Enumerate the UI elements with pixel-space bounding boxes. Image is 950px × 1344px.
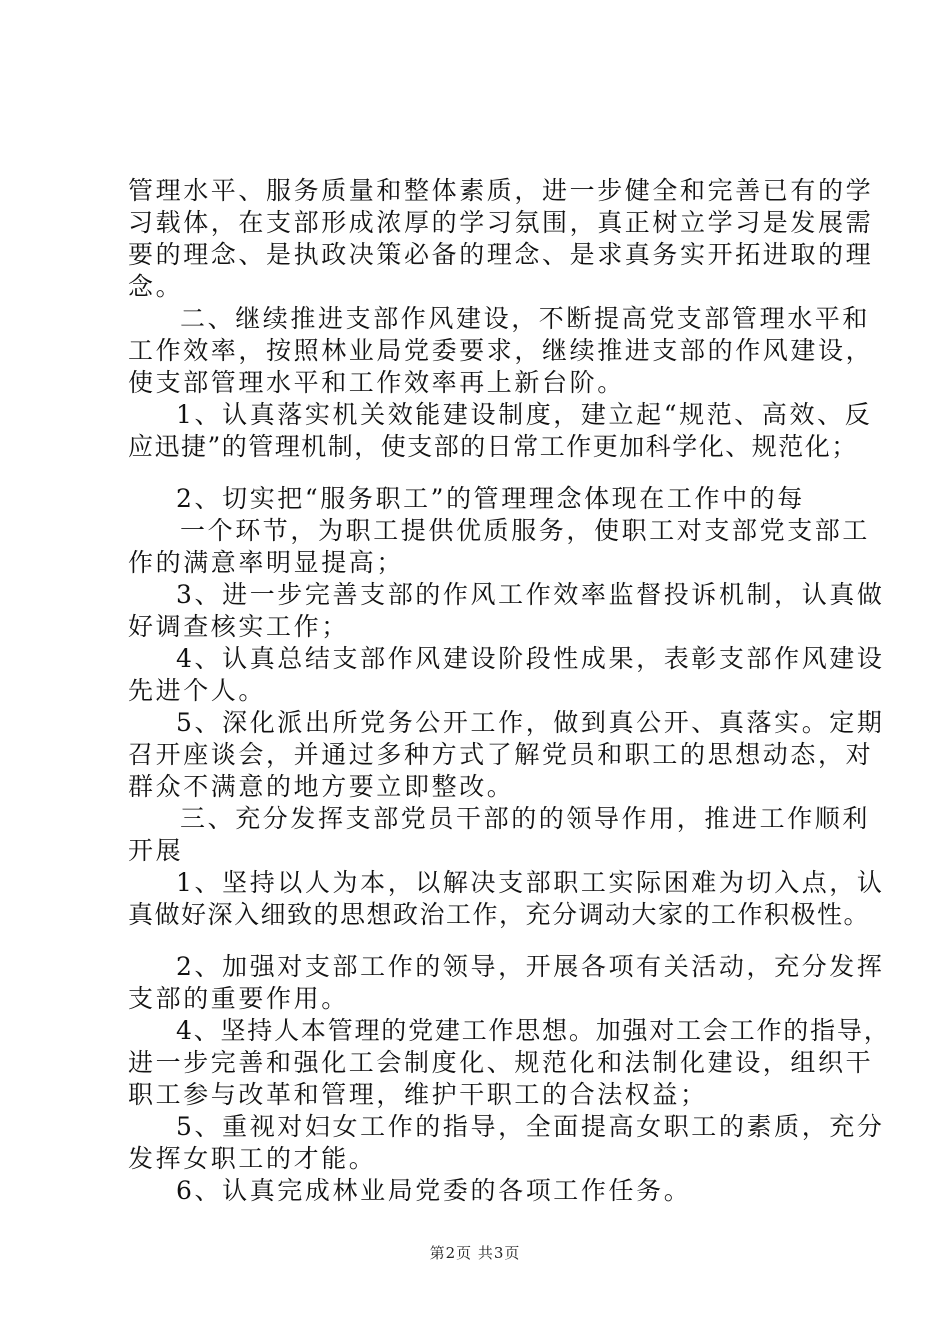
list-item: 1、坚持以人为本，以解决支部职工实际困难为切入点，认 — [176, 868, 885, 897]
list-item: 6、认真完成林业局党委的各项工作任务。 — [176, 1176, 692, 1205]
text-line: 先进个人。 — [128, 676, 267, 705]
section-heading: 三、充分发挥支部党员干部的的领导作用，推进工作顺利 — [180, 804, 871, 833]
text-line: 开展 — [128, 836, 184, 865]
page-number: 第2页 共3页 — [429, 1244, 521, 1262]
text-line: 进一步完善和强化工会制度化、规范化和法制化建设，组织干 — [128, 1048, 874, 1077]
text-line: 职工参与改革和管理，维护干职工的合法权益； — [128, 1080, 708, 1109]
text-line: 要的理念、是执政决策必备的理念、是求真务实开拓进取的理 — [128, 240, 874, 269]
text-line: 支部的重要作用。 — [128, 984, 349, 1013]
list-item: 4、认真总结支部作风建设阶段性成果，表彰支部作风建设 — [176, 644, 885, 673]
list-item: 5、深化派出所党务公开工作，做到真公开、真落实。定期 — [176, 708, 885, 737]
text-line: 管理水平、服务质量和整体素质，进一步健全和完善已有的学 — [128, 176, 874, 205]
text-line: 发挥女职工的才能。 — [128, 1144, 377, 1173]
text-line: 真做好深入细致的思想政治工作，充分调动大家的工作积极性。 — [128, 900, 871, 929]
text-line: 使支部管理水平和工作效率再上新台阶。 — [128, 368, 625, 397]
list-item: 5、重视对妇女工作的指导，全面提高女职工的素质，充分 — [176, 1112, 885, 1141]
text-line: 作的满意率明显提高； — [128, 548, 405, 577]
text-line: 念。 — [128, 272, 184, 301]
text-line: 工作效率，按照林业局党委要求，继续推进支部的作风建设， — [128, 336, 874, 365]
list-item: 2、切实把“服务职工”的管理理念体现在工作中的每 — [176, 484, 805, 513]
text-line: 应迅捷”的管理机制，使支部的日常工作更加科学化、规范化； — [128, 432, 858, 461]
text-line: 好调查核实工作； — [128, 612, 349, 641]
list-item: 2、加强对支部工作的领导，开展各项有关活动，充分发挥 — [176, 952, 885, 981]
text-line: 一个环节，为职工提供优质服务，使职工对支部党支部工 — [180, 516, 871, 545]
list-item: 4、坚持人本管理的党建工作思想。加强对工会工作的指导， — [176, 1016, 891, 1045]
list-item: 1、认真落实机关效能建设制度，建立起“规范、高效、反 — [176, 400, 873, 429]
section-heading: 二、继续推进支部作风建设，不断提高党支部管理水平和 — [180, 304, 871, 333]
list-item: 3、进一步完善支部的作风工作效率监督投诉机制，认真做 — [176, 580, 885, 609]
text-line: 召开座谈会，并通过多种方式了解党员和职工的思想动态，对 — [128, 740, 874, 769]
text-line: 习载体，在支部形成浓厚的学习氛围，真正树立学习是发展需 — [128, 208, 874, 237]
text-line: 群众不满意的地方要立即整改。 — [128, 772, 515, 801]
